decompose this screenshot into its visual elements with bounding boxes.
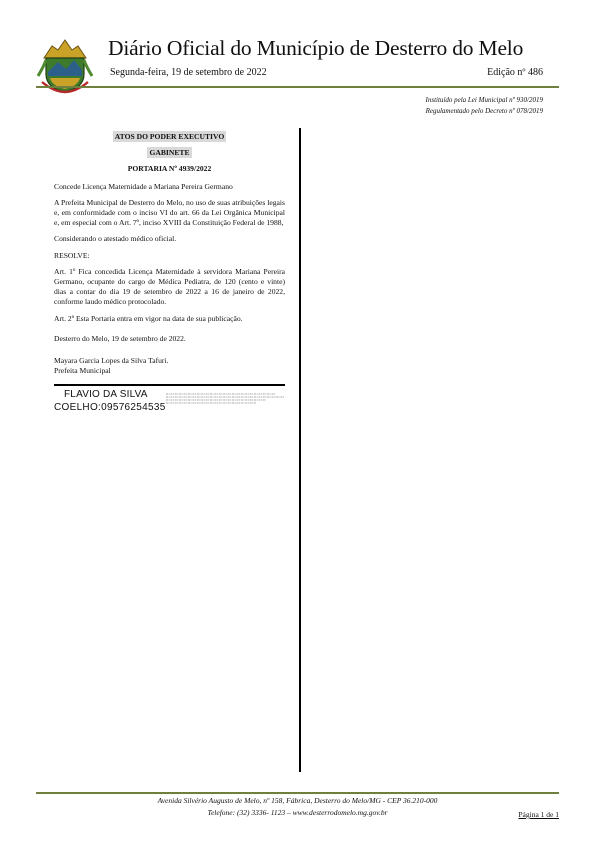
paragraph-preamble: A Prefeita Municipal de Desterro do Melo, no uso de suas atribuições legais e, em conformidade com o inciso VI do art. 66 da Lei Orgânica Municipal e, em especial com o Art. 7º, inciso XVIII da Constituição Federal de 1988, [54, 197, 285, 228]
portaria-number: PORTARIA Nº 4939/2022 [127, 164, 212, 174]
law-line: Instituído pela Lei Municipal nº 930/2019 [425, 96, 543, 104]
paragraph-considering: Considerando o atestado médico oficial. [54, 234, 177, 244]
place-date: Desterro do Melo, 19 de setembro de 2022. [54, 333, 186, 343]
section-heading: ATOS DO PODER EXECUTIVO [114, 132, 225, 141]
paragraph-summary: Concede Licença Maternidade a Mariana Pereira Germano [54, 181, 233, 191]
footer-contact: Telefone: (32) 3336- 1123 – www.desterrodomelo.mg.gov.br [207, 808, 388, 817]
digital-signature-id: COELHO:09576254535 [54, 401, 166, 413]
subsection-heading: GABINETE [149, 148, 190, 158]
signature-details-scribble [166, 392, 286, 406]
paragraph-resolve: RESOLVE: [54, 250, 90, 260]
legal-basis [426, 95, 543, 117]
decree-line: Regulamentado pelo Decreto nº 078/2019 [425, 107, 543, 115]
digital-signature [54, 390, 285, 420]
footer-address: Avenida Silvério Augusto de Melo, nº 158, Fábrica, Desterro do Melo/MG - CEP 36.210-000 [157, 796, 438, 805]
article-2: Art. 2º Esta Portaria entra em vigor na data de sua publicação. [54, 313, 243, 323]
left-column [54, 128, 285, 420]
column-divider [299, 128, 301, 772]
publication-date: Segunda-feira, 19 de setembro de 2022 [110, 67, 267, 78]
edition-number: Edição nº 486 [487, 67, 543, 78]
footer-divider [36, 792, 559, 794]
signer-name: Mayara Garcia Lopes da Silva Tafuri. [54, 356, 169, 366]
digital-signature-name: FLAVIO DA SILVA [64, 388, 148, 400]
signer-title: Prefeita Municipal [54, 366, 111, 376]
header-divider [36, 86, 559, 88]
article-1: Art. 1º Fica concedida Licença Maternidade à servidora Mariana Pereira Germano, ocupante do cargo de Médica Pediatra, de 120 (cento e vinte) dias a contar do dia 19 de setembro de 2022 a 16 de janeiro de 2022, conforme laudo médico protocolado. [54, 266, 285, 307]
signature-divider [54, 384, 285, 386]
page-title: Diário Oficial do Município de Desterro do Melo [108, 36, 524, 60]
page-number: Página 1 de 1 [518, 810, 559, 819]
